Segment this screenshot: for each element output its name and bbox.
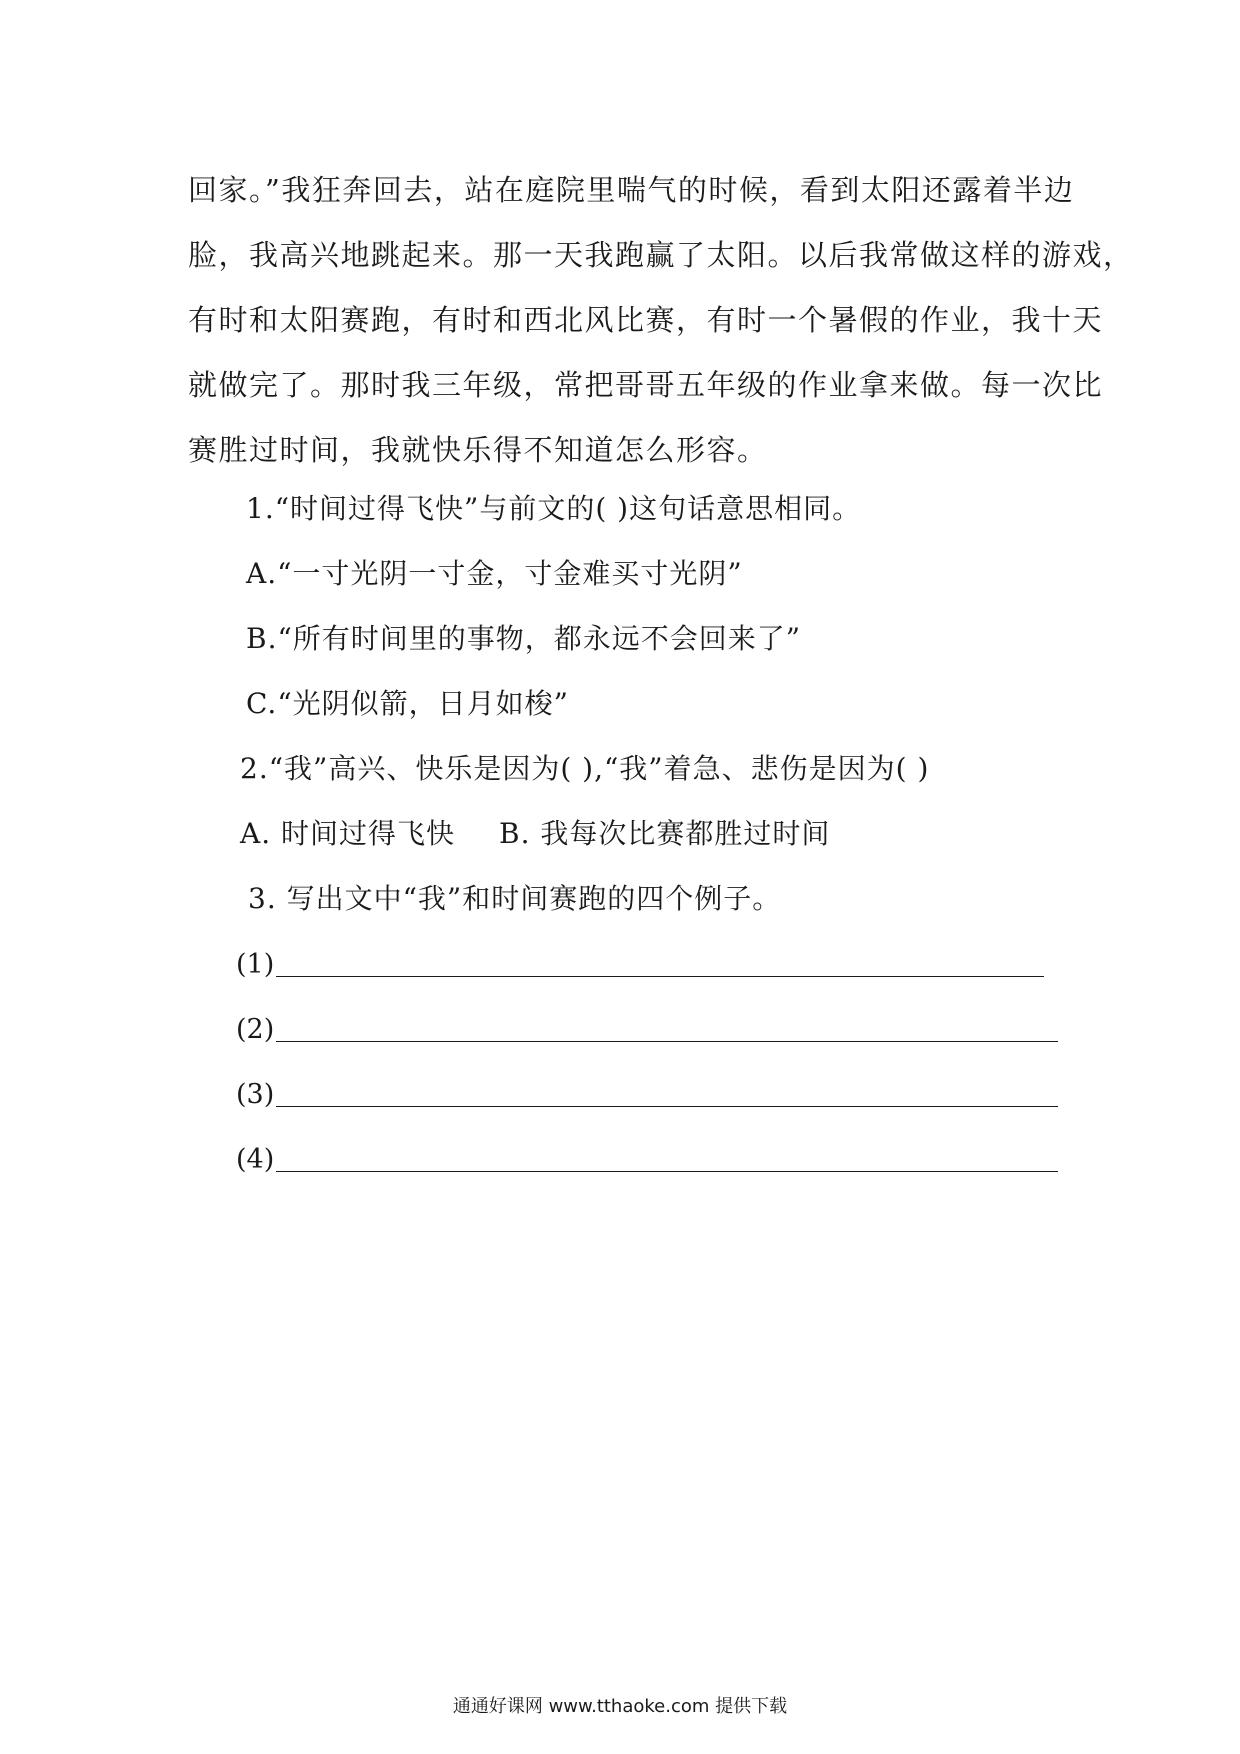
passage-line: 就做完了。那时我三年级，常把哥哥五年级的作业拿来做。每一次比	[188, 368, 1104, 402]
answer-line[interactable]	[276, 1041, 1058, 1042]
passage-line: 赛胜过时间，我就快乐得不知道怎么形容。	[188, 433, 768, 467]
question-1-option-a: A.“一寸光阴一寸金，寸金难买寸光阴”	[246, 557, 743, 590]
question-1-option-b: B.“所有时间里的事物，都永远不会回来了”	[246, 622, 802, 655]
answer-blank-2[interactable]	[236, 1010, 1058, 1050]
question-2-options	[240, 814, 830, 854]
blank-number: (1)	[236, 949, 275, 980]
blank-number: (4)	[236, 1144, 275, 1175]
passage-line: 脸，我高兴地跳起来。那一天我跑赢了太阳。以后我常做这样的游戏，	[188, 238, 1134, 272]
answer-blank-4[interactable]	[236, 1140, 1058, 1180]
question-2-option-a: A. 时间过得飞快	[240, 817, 456, 850]
answer-line[interactable]	[276, 1106, 1058, 1107]
question-2-stem: 2.“我”高兴、快乐是因为( ),“我”着急、悲伤是因为( )	[240, 752, 930, 785]
passage-line: 有时和太阳赛跑，有时和西北风比赛，有时一个暑假的作业，我十天	[188, 303, 1104, 337]
question-3-stem: 3. 写出文中“我”和时间赛跑的四个例子。	[248, 882, 782, 915]
question-1-stem: 1.“时间过得飞快”与前文的( )这句话意思相同。	[246, 492, 862, 525]
answer-blank-1[interactable]	[236, 945, 1044, 985]
blank-number: (2)	[236, 1014, 275, 1045]
blank-number: (3)	[236, 1079, 275, 1110]
answer-line[interactable]	[276, 976, 1044, 977]
reading-passage	[188, 158, 1134, 483]
question-1-option-c: C.“光阴似箭，日月如梭”	[246, 687, 569, 720]
answer-line[interactable]	[276, 1171, 1058, 1172]
answer-blank-3[interactable]	[236, 1075, 1058, 1115]
question-2-option-b: B. 我每次比赛都胜过时间	[499, 817, 831, 850]
page-footer: 通通好课网 www.tthaoke.com 提供下载	[452, 1696, 788, 1717]
passage-line: 回家。”我狂奔回去，站在庭院里喘气的时候，看到太阳还露着半边	[188, 173, 1075, 207]
